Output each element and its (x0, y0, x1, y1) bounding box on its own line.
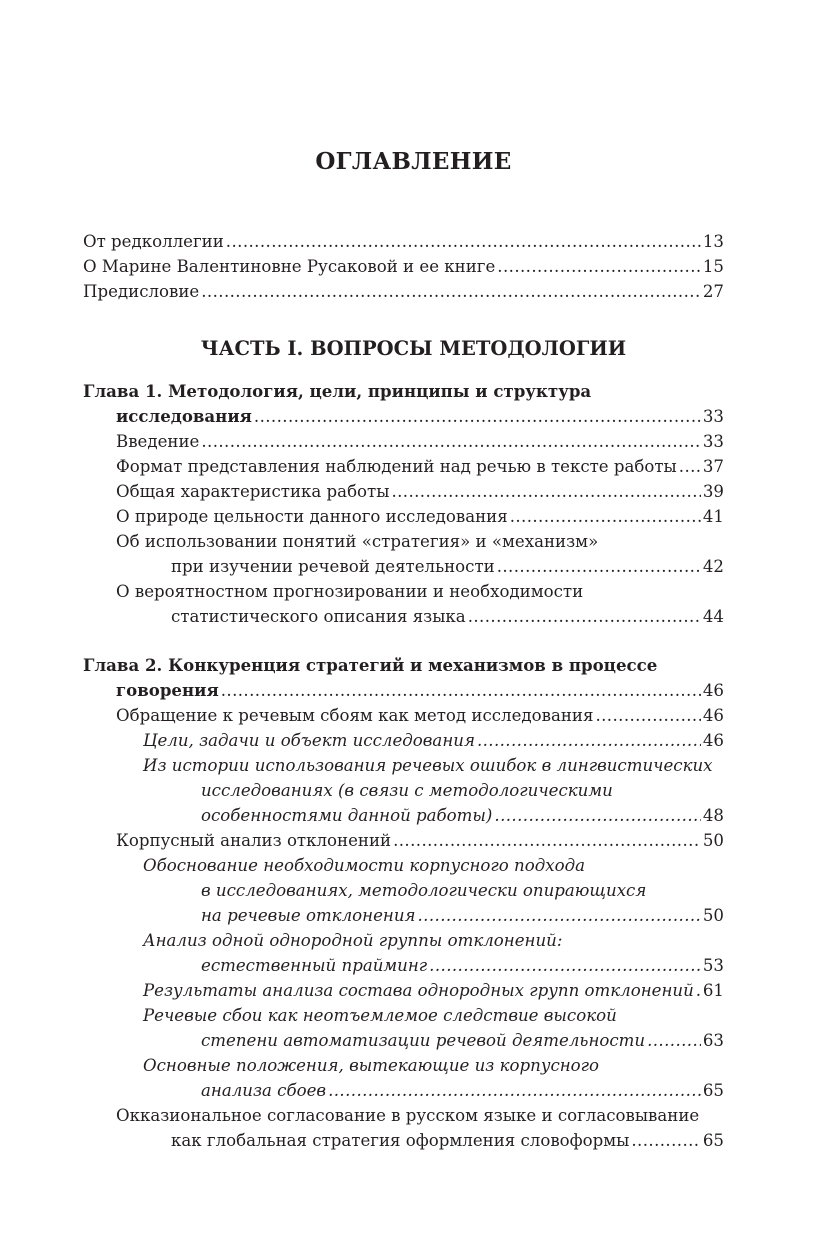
toc-leader (631, 1128, 701, 1153)
toc-page-number: 46 (702, 681, 724, 700)
toc-leader (468, 604, 701, 629)
toc-subentry[interactable] (83, 728, 724, 753)
chapter-heading-text: говорения (116, 680, 219, 700)
toc-leader (497, 554, 701, 579)
toc-page-number: 33 (702, 407, 724, 426)
chapter-heading-text: исследования (116, 406, 252, 426)
toc-leader (221, 678, 701, 703)
chapter-heading[interactable] (83, 653, 724, 678)
toc-entry-text: Введение (116, 432, 200, 451)
toc-leader (494, 803, 700, 828)
toc-leader (201, 279, 701, 304)
toc-entry-text: От редколлегии (83, 232, 224, 251)
toc-page-number: 46 (702, 706, 724, 725)
toc-entry-text: Об использовании понятий «стратегия» и «механизм» (116, 532, 599, 551)
toc-page-number: 50 (702, 906, 724, 925)
toc-subentry-cont[interactable] (83, 1028, 724, 1053)
toc-page-number: 46 (702, 731, 724, 750)
toc-entry-text: О Марине Валентиновне Русаковой и ее книге (83, 257, 496, 276)
toc-entry-text: как глобальная стратегия оформления словоформы (171, 1131, 630, 1150)
toc-entry-text: при изучении речевой деятельности (171, 557, 495, 576)
toc-page-number: 13 (702, 232, 724, 251)
chapter-heading-cont[interactable] (83, 678, 724, 703)
page-title: ОГЛАВЛЕНИЕ (315, 148, 512, 175)
toc-leader (201, 429, 701, 454)
toc-entry-text: особенностями данной работы) (201, 806, 493, 825)
toc-leader (595, 703, 700, 728)
toc-entry[interactable] (83, 279, 724, 304)
toc-page-number: 42 (702, 557, 724, 576)
toc-page-number: 61 (702, 981, 724, 1000)
part-heading: ЧАСТЬ I. ВОПРОСЫ МЕТОДОЛОГИИ (200, 337, 627, 360)
toc-entry[interactable] (83, 479, 724, 504)
toc-leader (328, 1078, 701, 1103)
toc-entry-text: статистического описания языка (171, 607, 466, 626)
toc-entry[interactable] (83, 1103, 724, 1128)
toc-entry[interactable] (83, 579, 724, 604)
toc-entry-text: Основные положения, вытекающие из корпусного (143, 1056, 600, 1075)
chapter-heading-cont[interactable] (83, 404, 724, 429)
toc-entry-text: О вероятностном прогнозировании и необходимости (116, 582, 584, 601)
toc-entry-text: естественный прайминг (201, 956, 428, 975)
toc-page-number: 37 (702, 457, 724, 476)
toc-entry-text: Анализ одной однородной группы отклонений: (143, 931, 563, 950)
toc-leader (696, 978, 701, 1003)
toc-entry-text: Обоснование необходимости корпусного подхода (143, 856, 586, 875)
toc-leader (393, 828, 701, 853)
front-matter-list (83, 229, 724, 304)
toc-entry-text: анализа сбоев (201, 1081, 327, 1100)
toc-subentry-cont[interactable] (83, 878, 724, 903)
toc-entry-cont[interactable] (83, 554, 724, 579)
toc-page-number: 50 (702, 831, 724, 850)
toc-subentry-cont[interactable] (83, 903, 724, 928)
toc-leader (679, 454, 701, 479)
toc-leader (647, 1028, 701, 1053)
toc-page-number: 53 (702, 956, 724, 975)
toc-subentry-cont[interactable] (83, 1078, 724, 1103)
toc-leader (418, 903, 701, 928)
chapter-heading-text: Глава 2. Конкуренция стратегий и механизмов в процессе (83, 655, 658, 675)
toc-leader (429, 953, 701, 978)
toc-entry[interactable] (83, 254, 724, 279)
toc-entry-text: исследованиях (в связи с методологическими (201, 781, 613, 800)
toc-entry-text: Окказиональное согласование в русском языке и согласовывание (116, 1106, 700, 1125)
toc-entry-text: Корпусный анализ отклонений (116, 831, 392, 850)
toc-page-number: 27 (702, 282, 724, 301)
toc-page-number: 41 (702, 507, 724, 526)
toc-entry[interactable] (83, 529, 724, 554)
toc-subentry[interactable] (83, 1003, 724, 1028)
toc-entry[interactable] (83, 229, 724, 254)
toc-entry-text: Общая характеристика работы (116, 482, 390, 501)
toc-subentry[interactable] (83, 978, 724, 1003)
toc-entry[interactable] (83, 828, 724, 853)
toc-subentry[interactable] (83, 753, 724, 778)
chapter-heading[interactable] (83, 379, 724, 404)
toc-entry-text: на речевые отклонения (201, 906, 416, 925)
toc-leader (226, 229, 701, 254)
toc-subentry[interactable] (83, 1053, 724, 1078)
toc-entry[interactable] (83, 454, 724, 479)
toc-entry-text: степени автоматизации речевой деятельности (201, 1031, 646, 1050)
toc-entry-text: Предисловие (83, 282, 200, 301)
toc-entry-text: Из истории использования речевых ошибок в лингвистических (143, 756, 713, 775)
toc-page-number: 65 (702, 1081, 724, 1100)
toc-leader (510, 504, 701, 529)
toc-entry-cont[interactable] (83, 1128, 724, 1153)
toc-entry-cont[interactable] (83, 604, 724, 629)
toc-subentry[interactable] (83, 928, 724, 953)
toc-leader (477, 728, 701, 753)
toc-page-number: 65 (702, 1131, 724, 1150)
toc-page-number: 39 (702, 482, 724, 501)
toc-entry-text: Речевые сбои как неотъемлемое следствие высокой (143, 1006, 617, 1025)
toc-leader (391, 479, 700, 504)
toc-subentry-cont[interactable] (83, 803, 724, 828)
toc-entry-text: Обращение к речевым сбоям как метод исследования (116, 706, 594, 725)
toc-subentry-cont[interactable] (83, 778, 724, 803)
toc-page-number: 15 (702, 257, 724, 276)
toc-subentry-cont[interactable] (83, 953, 724, 978)
toc-entry[interactable] (83, 504, 724, 529)
toc-page-number: 44 (702, 607, 724, 626)
toc-leader (254, 404, 701, 429)
toc-page-number: 48 (702, 806, 724, 825)
toc-page-number: 63 (702, 1031, 724, 1050)
toc-entry-text: Цели, задачи и объект исследования (143, 731, 475, 750)
chapter-2-list (83, 653, 724, 1153)
chapter-1-list (83, 379, 724, 629)
toc-entry-text: Результаты анализа состава однородных групп отклонений (143, 981, 694, 1000)
toc-page-number: 33 (702, 432, 724, 451)
chapter-heading-text: Глава 1. Методология, цели, принципы и структура (83, 381, 592, 401)
toc-entry[interactable] (83, 429, 724, 454)
toc-entry-text: О природе цельности данного исследования (116, 507, 508, 526)
toc-entry-text: Формат представления наблюдений над речью в тексте работы (116, 457, 677, 476)
toc-entry-text: в исследованиях, методологически опирающихся (201, 881, 647, 900)
toc-entry[interactable] (83, 703, 724, 728)
toc-subentry[interactable] (83, 853, 724, 878)
toc-leader (497, 254, 701, 279)
